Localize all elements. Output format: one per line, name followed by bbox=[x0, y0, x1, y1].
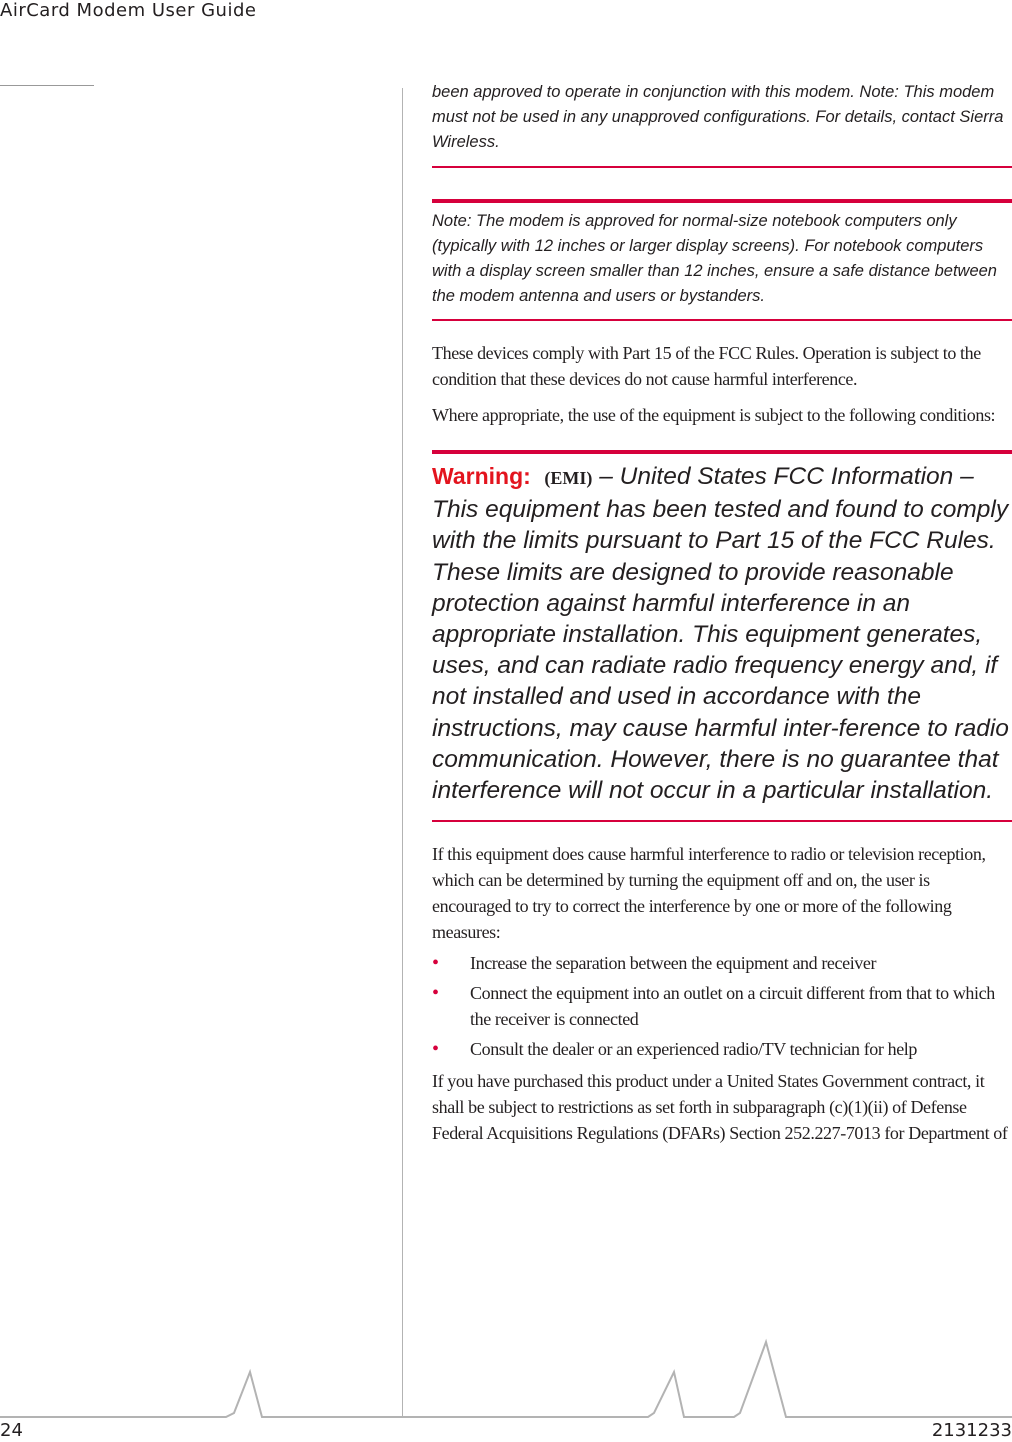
list-item: • Consult the dealer or an experienced radio/TV technician for help bbox=[432, 1038, 917, 1061]
header-short-rule bbox=[0, 85, 94, 86]
warning-rule-bottom bbox=[432, 820, 1012, 822]
bullet-icon: • bbox=[432, 1038, 439, 1061]
bullet-icon: • bbox=[432, 982, 439, 1005]
note-block-rule bbox=[432, 319, 1012, 321]
warning-block bbox=[432, 461, 1012, 806]
warning-emi: (EMI) bbox=[544, 468, 593, 488]
paragraph-interference: If this equipment does cause harmful interference to radio or television reception, which can be determined by turning the equipment off and on, the user is encouraged to try to correct the interference by one or more of the following measures: bbox=[432, 844, 986, 943]
page-number: 24 bbox=[0, 1420, 23, 1441]
paragraph-fcc-compliance: These devices comply with Part 15 of the FCC Rules. Operation is subject to the condition that these devices do not cause harmful interference. bbox=[432, 343, 981, 389]
warning-text: – United States FCC Information – This equipment has been tested and found to comply with the limits pursuant to Part 15 of the FCC Rules. These limits are designed to provide reasonable protection against harmful interference in an appropriate installation. This equipment generates, uses, and can radiate radio frequency energy and, if not installed and used in accordance with the instructions, may cause harmful inter-ference to radio communication. However, there is no guarantee that interference will not occur in a particular installation. bbox=[432, 463, 1009, 805]
measures-list bbox=[432, 950, 1012, 1062]
header-title: AirCard Modem User Guide bbox=[0, 0, 257, 21]
document-number: 2131233 bbox=[931, 1420, 1012, 1441]
continued-note: been approved to operate in conjunction with this modem. Note: This modem must not be used in any unapproved configurations. For details, contact Sierra Wireless. bbox=[432, 83, 1004, 151]
list-item: • Connect the equipment into an outlet on a circuit different from that to which the receiver is connected bbox=[432, 982, 995, 1030]
note-rule-bottom bbox=[432, 166, 1012, 168]
note-rule-top bbox=[432, 199, 1012, 203]
list-item: • Increase the separation between the equipment and receiver bbox=[432, 952, 877, 975]
main-content bbox=[432, 80, 1012, 1146]
bullet-icon: • bbox=[432, 952, 439, 975]
vertical-rule bbox=[402, 88, 403, 1418]
warning-label: Warning: bbox=[432, 463, 531, 489]
warning-rule-top bbox=[432, 450, 1012, 454]
paragraph-government: If you have purchased this product under a United States Government contract, it shall be subject to restrictions as set forth in subparagraph (c)(1)(ii) of Defense Federal Acquisitions Regulations (DFARs) Section 252.227-7013 for Department of bbox=[432, 1071, 1008, 1144]
footer-waveform bbox=[0, 1330, 1012, 1420]
note-block: Note: The modem is approved for normal-size notebook computers only (typically with 12 inches or larger display screens). For notebook computers with a display screen smaller than 12 inches, ensure a safe distance between the modem antenna and users or bystanders. bbox=[432, 212, 997, 305]
paragraph-conditions: Where appropriate, the use of the equipment is subject to the following conditions: bbox=[432, 405, 996, 425]
